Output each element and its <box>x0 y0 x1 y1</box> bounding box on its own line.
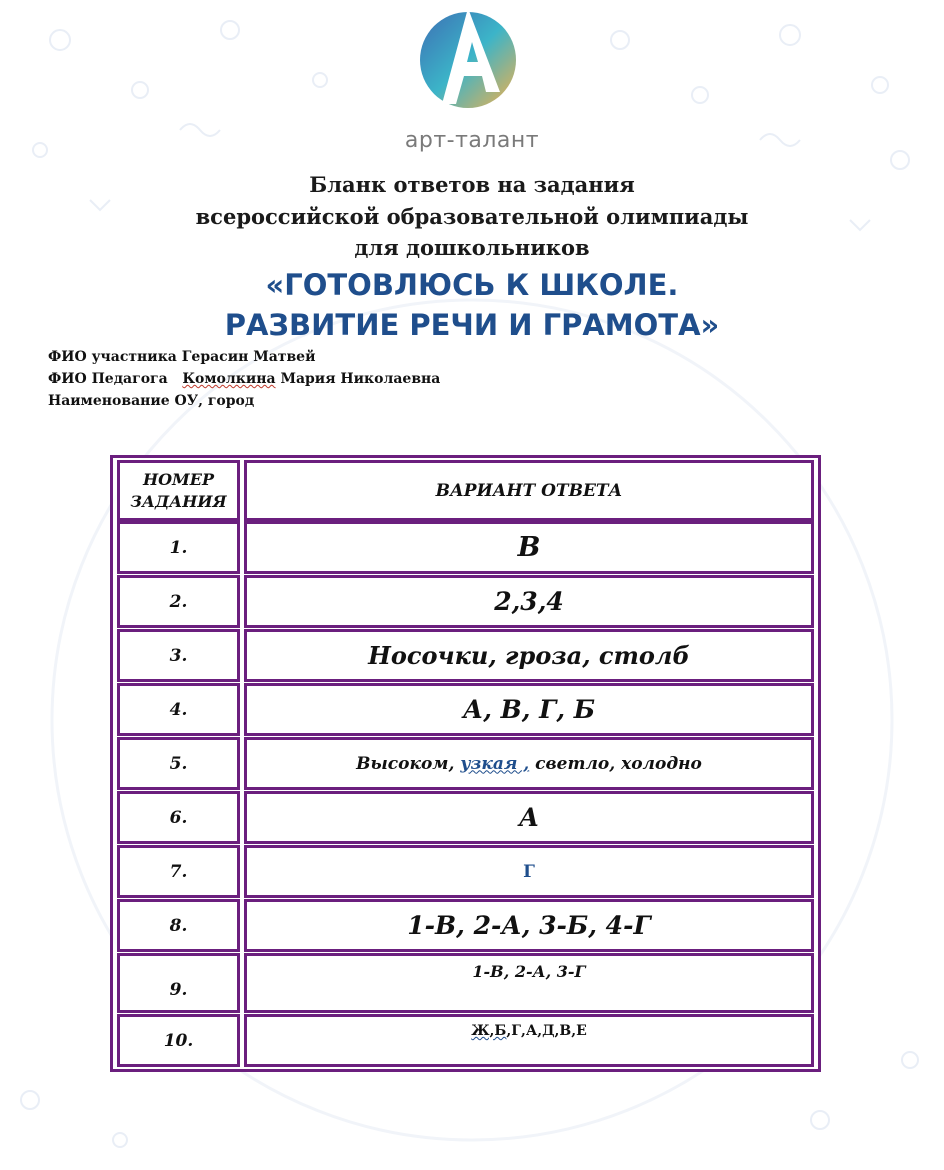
task-number: 2. <box>117 575 240 628</box>
school-info: Наименование ОУ, город <box>48 393 255 409</box>
table-row <box>117 899 814 952</box>
answer-part: Высоком, <box>356 753 455 774</box>
answer-cell: В <box>244 521 814 574</box>
header-task-number <box>117 460 240 521</box>
art-talant-logo <box>412 4 520 112</box>
answer-part: ,Г,А,Д,В,Е <box>506 1023 587 1039</box>
answer-cell: 2,3,4 <box>244 575 814 628</box>
task-number: 1. <box>117 521 240 574</box>
olympiad-title-line2: РАЗВИТИЕ РЕЧИ И ГРАМОТА» <box>224 308 720 342</box>
table-row <box>117 1014 814 1067</box>
answer-cell: 1-В, 2-А, 3-Г <box>244 953 814 1013</box>
table-row <box>117 575 814 628</box>
answer-cell <box>244 1014 814 1067</box>
task-number: 7. <box>117 845 240 898</box>
olympiad-title-line1: «ГОТОВЛЮСЬ К ШКОЛЕ. <box>265 268 679 302</box>
table-row <box>117 683 814 736</box>
answer-cell <box>244 737 814 790</box>
answer-cell: А <box>244 791 814 844</box>
form-title-line3: для дошкольников <box>354 235 590 260</box>
form-title-line1: Бланк ответов на задания <box>309 172 635 197</box>
form-title-line2: всероссийской образовательной олимпиады <box>195 204 749 229</box>
participant-value: Герасин Матвей <box>181 349 316 365</box>
table-row <box>117 953 814 1013</box>
table-row <box>117 845 814 898</box>
answer-cell: Г <box>244 845 814 898</box>
header-task-number-line1: НОМЕР <box>142 469 214 489</box>
answer-cell: 1-В, 2-А, 3-Б, 4-Г <box>244 899 814 952</box>
task-number: 9. <box>117 953 240 1013</box>
teacher-label: ФИО Педагога <box>48 371 168 387</box>
teacher-surname: Комолкина <box>182 371 276 387</box>
header-answer: ВАРИАНТ ОТВЕТА <box>244 460 814 521</box>
brand-name: арт-талант <box>404 128 540 153</box>
teacher-name: Мария Николаевна <box>280 371 441 387</box>
answer-part-underlined: Ж,Б <box>471 1023 507 1039</box>
task-number: 10. <box>117 1014 240 1067</box>
answer-part: светло, холодно <box>535 753 702 774</box>
task-number: 3. <box>117 629 240 682</box>
header-task-number-line2: ЗАДАНИЯ <box>130 491 227 511</box>
table-row <box>117 737 814 790</box>
teacher-info <box>48 371 440 387</box>
table-row <box>117 521 814 574</box>
table-row <box>117 791 814 844</box>
answers-table <box>110 455 821 1072</box>
task-number: 5. <box>117 737 240 790</box>
table-header-row <box>117 460 814 521</box>
answer-part-underlined: узкая , <box>460 753 530 774</box>
participant-label: ФИО участника <box>48 349 177 365</box>
answer-cell: Носочки, гроза, столб <box>244 629 814 682</box>
task-number: 4. <box>117 683 240 736</box>
table-row <box>117 629 814 682</box>
answer-cell: А, В, Г, Б <box>244 683 814 736</box>
task-number: 6. <box>117 791 240 844</box>
participant-info <box>48 349 315 365</box>
task-number: 8. <box>117 899 240 952</box>
